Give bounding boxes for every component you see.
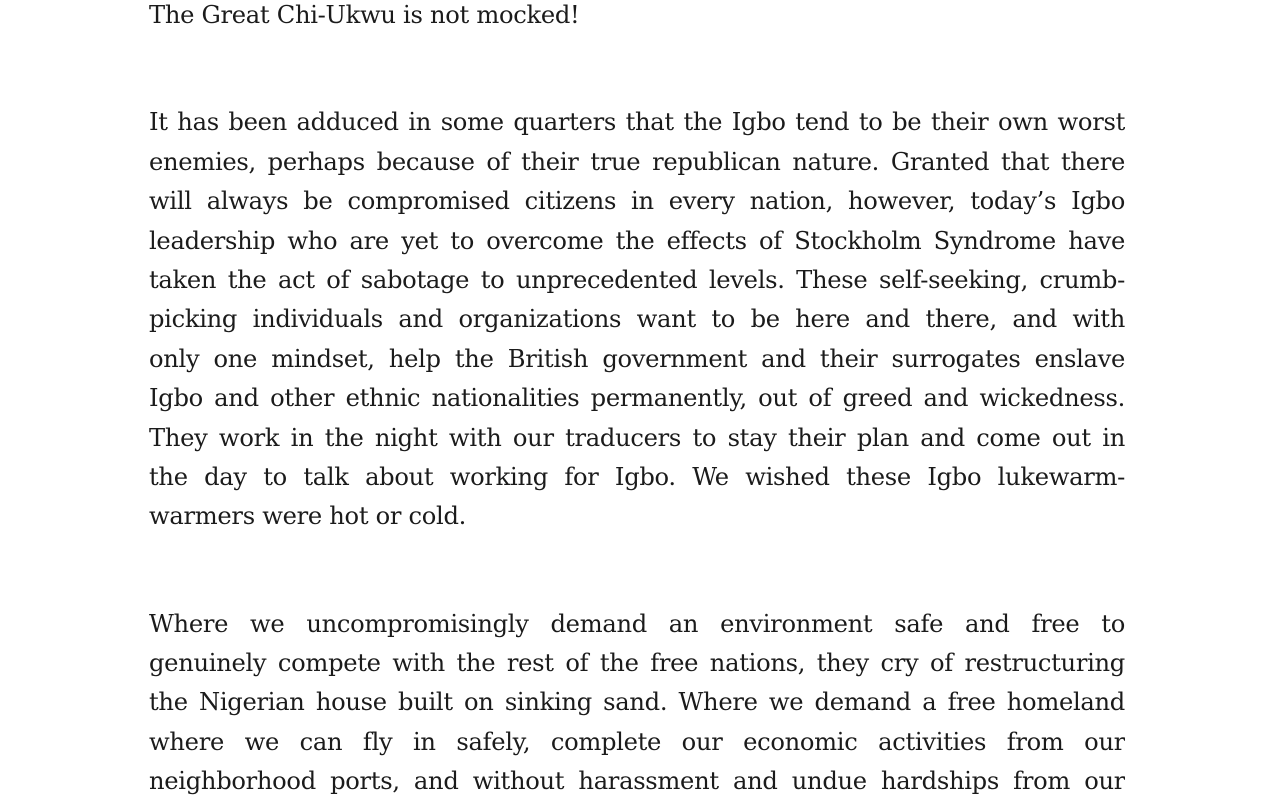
paragraph-line: Where we uncompromisingly demand an environment safe and free to — [149, 609, 1125, 638]
paragraph-line: the day to talk about working for Igbo. We wished these Igbo lukewarm- — [149, 462, 1125, 491]
paragraph-line-last: warmers were hot or cold. — [149, 502, 467, 531]
paragraph-line: Igbo and other ethnic nationalities permanently, out of greed and wickedness. — [149, 384, 1125, 413]
paragraph-line: picking individuals and organizations want to be here and there, and with — [149, 305, 1125, 334]
paragraph-spacer — [149, 537, 1125, 605]
paragraph-line: will always be compromised citizens in every nation, however, today’s Igbo — [149, 187, 1125, 216]
paragraph-line: They work in the night with our traducers to stay their plan and come out in — [149, 423, 1125, 452]
paragraph-1 — [149, 103, 1125, 536]
paragraph-line: neighborhood ports, and without harassment and undue hardships from our — [149, 767, 1125, 796]
paragraph-line: where we can fly in safely, complete our economic activities from our — [149, 727, 1125, 756]
paragraph-line: the Nigerian house built on sinking sand. Where we demand a free homeland — [149, 688, 1125, 717]
closing-line: The Great Chi-Ukwu is not mocked! — [149, 1, 580, 29]
paragraph-line: genuinely compete with the rest of the free nations, they cry of restructuring — [149, 649, 1125, 678]
document-page — [149, 0, 1125, 802]
paragraph-line: enemies, perhaps because of their true republican nature. Granted that there — [149, 147, 1125, 176]
paragraph-spacer — [149, 35, 1125, 103]
paragraph-line: taken the act of sabotage to unprecedented levels. These self-seeking, crumb- — [149, 265, 1125, 294]
paragraph-line: leadership who are yet to overcome the effects of Stockholm Syndrome have — [149, 226, 1125, 255]
paragraph-2 — [149, 605, 1125, 802]
paragraph-line: It has been adduced in some quarters that the Igbo tend to be their own worst — [149, 108, 1125, 137]
paragraph-line: only one mindset, help the British government and their surrogates enslave — [149, 344, 1125, 373]
